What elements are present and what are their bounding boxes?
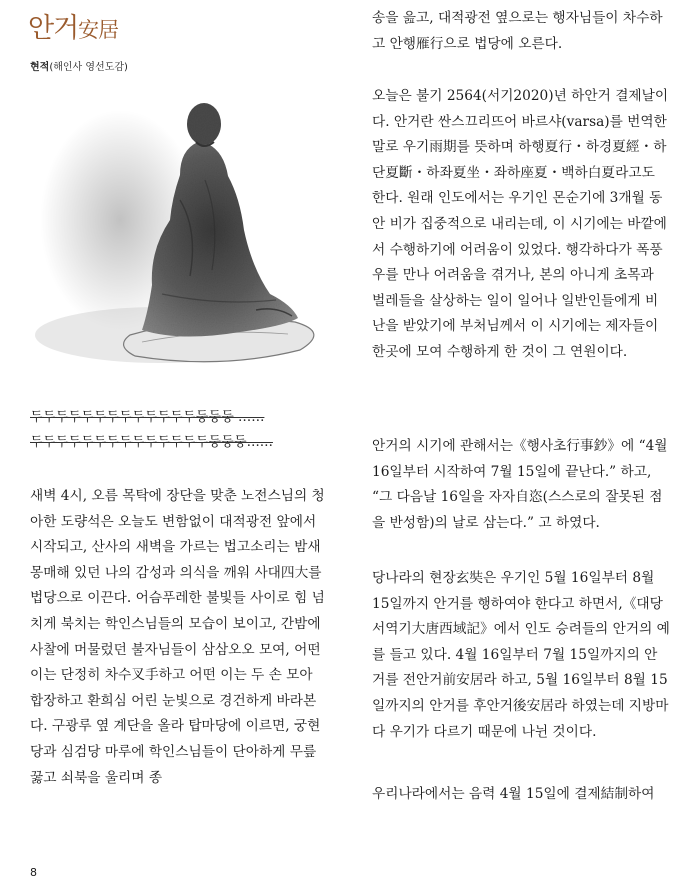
article-title xyxy=(28,6,118,45)
author-name: 현적 xyxy=(30,62,50,73)
author-byline xyxy=(30,58,128,73)
chant-line-1: 두두두두두두두두두두두두두둥둥둥 …… xyxy=(30,410,265,425)
page-number: 8 xyxy=(30,866,37,879)
chant-line-2: 두두두두두두두두두두두두두두둥둥둥…… xyxy=(30,435,273,450)
seated-monk-illustration xyxy=(30,80,330,390)
author-detail: (해인사 영선도감) xyxy=(49,62,128,73)
body-paragraph-right-2: 오늘은 불기 2564(서기2020)년 하안거 결제날이다. 안거란 싼스끄리뜨어 바르샤(varsa)를 번역한 말로 우기雨期를 뜻하며 하행夏行・하경夏經・하단夏斷・하좌夏坐・좌하座夏・백하白夏라고도 한다. 원래 인도에서는 우기인 몬순기에 3개월 동안 비가 집중적으로 내리는데, 이 시기에는 바깥에서 수행하기에 어려움이 있었다. 행각하다가 폭풍우를 만나 어려움을 겪거나, 본의 아니게 초목과 벌레들을 살상하는 일이 일어나 일반인들에게 비난을 받았기에 부처님께서 이 시기에는 제자들이 한곳에 모여 수행하게 한 것이 그 연원이다. xyxy=(372,88,669,360)
title-hangul: 안거 xyxy=(28,13,79,44)
title-hanja: 安居 xyxy=(78,18,119,42)
body-paragraph-right-5: 우리나라에서는 음력 4월 15일에 결제結制하여 xyxy=(372,786,655,802)
body-paragraph-right-4: 당나라의 현장玄奘은 우기인 5월 16일부터 8월 15일까지 안거를 행하여야 한다고 하면서,《대당서역기大唐西域記》에서 인도 승려들의 안거의 예를 들고 있다. 4월 16일부터 7월 15일까지의 안거를 전안거前安居라 하고, 5월 16일부터 8월 15일까지의 안거를 후안거後安居라 하였는데 지방마다 우기가 다르기 때문에 나뉜 것이다. xyxy=(372,570,670,740)
body-paragraph-right-3: 안거의 시기에 관해서는《행사초行事鈔》에 “4월 16일부터 시작하여 7월 15일에 끝난다.” 하고, “그 다음날 16일을 자자自恣(스스로의 잘못된 점을 반성함)의 날로 삼는다.” 고 하였다. xyxy=(372,438,668,531)
body-paragraph-right-1: 송을 읊고, 대적광전 옆으로는 행자님들이 차수하고 안행雁行으로 법당에 오른다. xyxy=(372,10,663,52)
body-paragraph-left-1: 새벽 4시, 오름 목탁에 장단을 맞춘 노전스님의 청아한 도량석은 오늘도 변함없이 대적광전 앞에서 시작되고, 산사의 새벽을 가르는 법고소리는 밤새 몽매해 있던 나의 감성과 의식을 깨워 사대四大를 법당으로 이끈다. 어슴푸레한 불빛들 사이로 힘 넘치게 북치는 학인스님들의 모습이 보이고, 간밤에 사찰에 머물렀던 불자님들이 삼삼오오 모여, 어떤 이는 단정히 차수叉手하고 어떤 이는 두 손 모아 합장하고 환희심 어린 눈빛으로 경건하게 바라본다. 구광루 옆 계단을 올라 탑마당에 이르면, 궁현당과 심검당 마루에 학인스님들이 단아하게 무릎 꿇고 쇠북을 울리며 종 xyxy=(30,488,325,786)
